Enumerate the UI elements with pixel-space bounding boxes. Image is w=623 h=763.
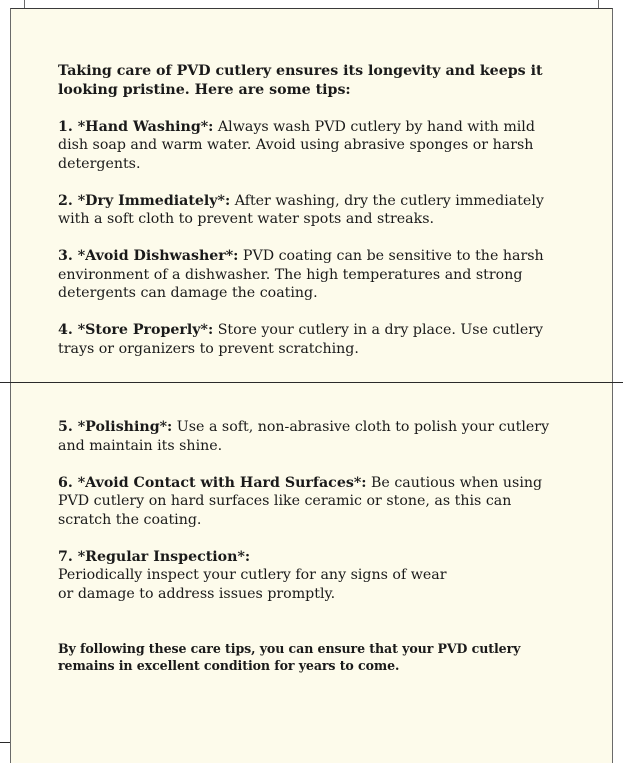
tip-title: 2. *Dry Immediately*: — [58, 192, 231, 209]
tip-avoid-hard-surfaces — [58, 474, 558, 530]
tip-title: 6. *Avoid Contact with Hard Surfaces*: — [58, 474, 367, 491]
tip-body: Always wash PVD cutlery by hand with mild dish soap and warm water. Avoid using abrasive sponges or harsh detergents. — [58, 118, 535, 172]
tip-polishing — [58, 418, 558, 455]
tip-body-line-2: or damage to address issues promptly. — [58, 585, 336, 602]
tip-store-properly — [58, 321, 558, 358]
document-page-1 — [10, 8, 613, 383]
tip-body-line-1: Periodically inspect your cutlery for any signs of wear — [58, 567, 447, 583]
tip-regular-inspection — [58, 548, 558, 604]
document-page-2 — [10, 383, 613, 763]
tip-hand-washing — [58, 118, 558, 174]
previous-page-edge — [24, 0, 599, 8]
tip-body: PVD coating can be sensitive to the harsh environment of a dishwasher. The high temperatures and strong detergents can damage the coating. — [58, 248, 544, 301]
tip-title: 4. *Store Properly*: — [58, 322, 214, 338]
tip-dry-immediately — [58, 192, 558, 229]
page-2-content — [58, 418, 558, 674]
tip-title: 3. *Avoid Dishwasher*: — [58, 248, 239, 264]
page-1-content — [58, 62, 558, 358]
tip-avoid-dishwasher — [58, 247, 558, 303]
tip-body: After washing, dry the cutlery immediately with a soft cloth to prevent water spots and streaks. — [58, 192, 544, 227]
page-edge-tick — [0, 742, 10, 743]
tip-body: Use a soft, non-abrasive cloth to polish your cutlery and maintain its shine. — [58, 419, 550, 454]
closing-paragraph: By following these care tips, you can ensure that your PVD cutlery remains in excellent condition for years to come. — [58, 641, 521, 673]
intro-paragraph: Taking care of PVD cutlery ensures its longevity and keeps it looking pristine. Here are some tips: — [58, 63, 543, 98]
tip-body: Be cautious when using PVD cutlery on hard surfaces like ceramic or stone, as this can scratch the coating. — [58, 474, 543, 528]
tip-body: Store your cutlery in a dry place. Use cutlery trays or organizers to prevent scratching. — [58, 322, 544, 357]
tip-title: 7. *Regular Inspection*: — [58, 548, 251, 565]
tip-title: 1. *Hand Washing*: — [58, 118, 214, 135]
tip-title: 5. *Polishing*: — [58, 419, 173, 435]
